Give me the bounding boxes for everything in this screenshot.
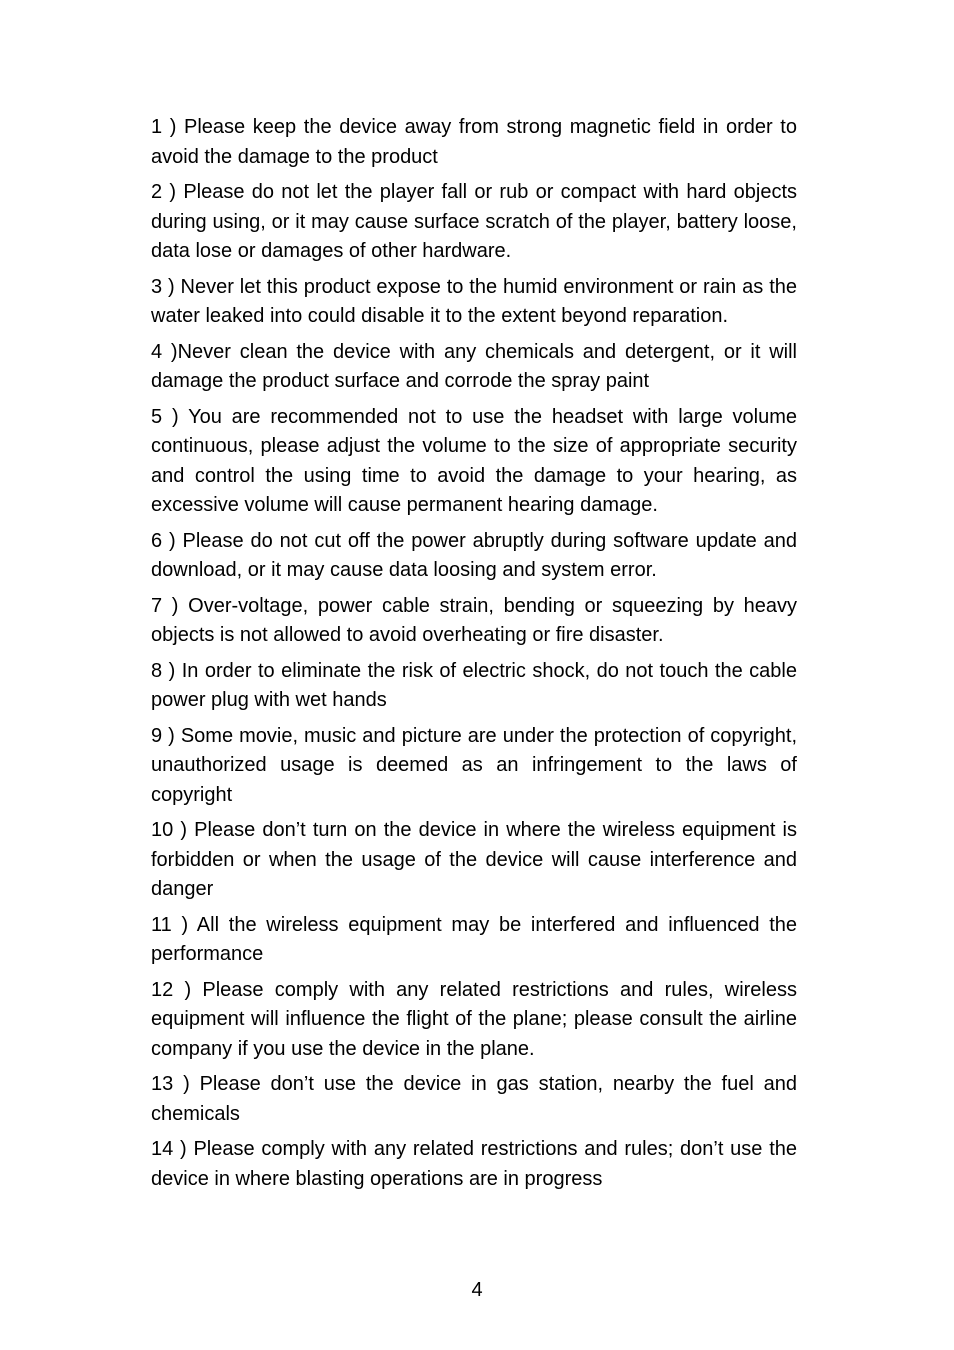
instruction-item-4: 4 )Never clean the device with any chemicals and detergent, or it will damage the product surface and corrode the spray paint bbox=[151, 340, 797, 392]
instruction-item-7: 7 ) Over-voltage, power cable strain, bending or squeezing by heavy objects is not allowed to avoid overheating or fire disaster. bbox=[151, 594, 797, 646]
instruction-item-1: 1 ) Please keep the device away from strong magnetic field in order to avoid the damage to the product bbox=[151, 116, 814, 168]
instruction-item-13: 13 ) Please don’t use the device in gas station, nearby the fuel and chemicals bbox=[151, 1073, 797, 1125]
instruction-item-14: 14 ) Please comply with any related restrictions and rules; don’t use the device in where blasting operations are in progress bbox=[151, 1138, 797, 1190]
instruction-item-6: 6 ) Please do not cut off the power abruptly during software update and download, or it may cause data loosing and system error. bbox=[151, 529, 797, 581]
instruction-item-5: 5 ) You are recommended not to use the headset with large volume continuous, please adjust the volume to the size of appropriate security and control the using time to avoid the damage to your hearing, as excessive volume will cause permanent hearing damage. bbox=[151, 405, 797, 516]
page-number: 4 bbox=[471, 1279, 483, 1301]
instruction-item-2: 2 ) Please do not let the player fall or rub or compact with hard objects during using, or it may cause surface scratch of the player, battery loose, data lose or damages of other hardware. bbox=[151, 181, 797, 262]
instruction-item-11: 11 ) All the wireless equipment may be interfered and influenced the performance bbox=[151, 913, 797, 965]
safety-instructions-list bbox=[151, 113, 814, 1200]
instruction-item-12: 12 ) Please comply with any related restrictions and rules, wireless equipment will influence the flight of the plane; please consult the airline company if you use the device in the plane. bbox=[151, 978, 797, 1060]
instruction-item-10: 10 ) Please don’t turn on the device in where the wireless equipment is forbidden or when the usage of the device will cause interference and danger bbox=[151, 819, 797, 900]
instruction-item-3: 3 ) Never let this product expose to the humid environment or rain as the water leaked into could disable it to the extent beyond reparation. bbox=[151, 275, 797, 327]
instruction-item-8: 8 ) In order to eliminate the risk of electric shock, do not touch the cable power plug with wet hands bbox=[151, 659, 797, 711]
instruction-item-9: 9 ) Some movie, music and picture are under the protection of copyright, unauthorized usage is deemed as an infringement to the laws of copyright bbox=[151, 724, 797, 806]
